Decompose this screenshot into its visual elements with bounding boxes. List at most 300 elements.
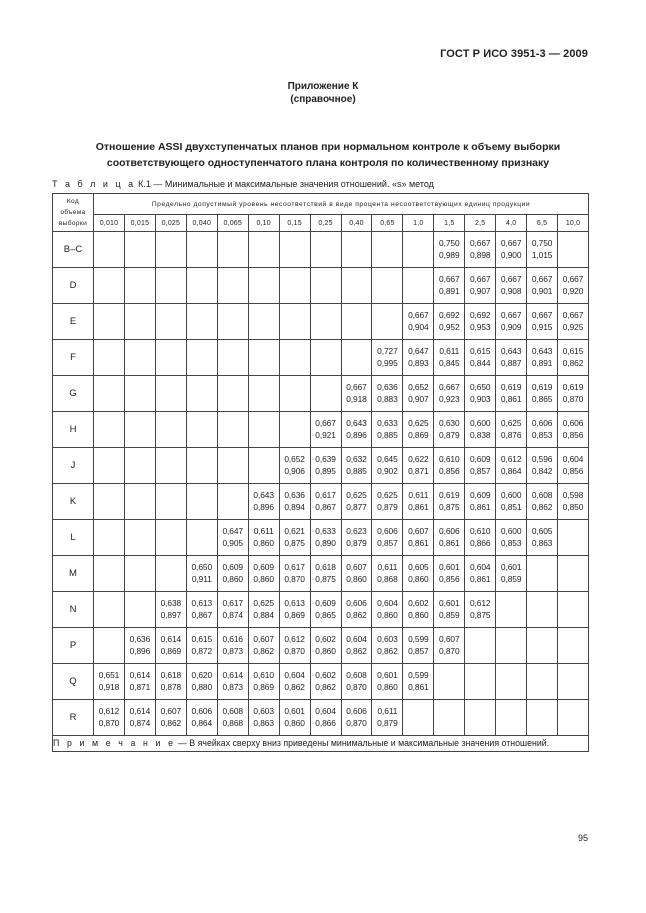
ratio-max-value: 0,860 <box>284 717 305 728</box>
ratio-max-value: 0,861 <box>469 573 491 584</box>
ratio-cell <box>248 484 279 520</box>
ratio-max-value: 0,952 <box>439 321 460 332</box>
ratio-cell <box>527 628 558 664</box>
ratio-cell <box>186 304 217 340</box>
sample-code-header <box>53 194 94 232</box>
sample-code-cell: B–C <box>53 232 94 268</box>
ratio-cell <box>558 232 589 268</box>
ratio-cell <box>186 268 217 304</box>
ratio-cell <box>310 664 341 700</box>
ratio-max-value: 0,862 <box>346 609 367 620</box>
ratio-cell <box>217 484 248 520</box>
ratio-min-value: 0,651 <box>98 670 120 680</box>
ratio-cell <box>558 520 589 556</box>
ratio-min-value: 0,667 <box>315 418 336 428</box>
ratio-cell <box>434 376 465 412</box>
ratio-min-value: 0,617 <box>315 490 336 500</box>
ratio-min-value: 0,667 <box>562 274 584 284</box>
ratio-min-value: 0,612 <box>98 706 120 716</box>
ratio-max-value: 0,920 <box>562 285 584 296</box>
ratio-min-value: 0,609 <box>222 562 243 572</box>
ratio-max-value: 0,923 <box>439 393 460 404</box>
ratio-max-value: 0,870 <box>346 681 367 692</box>
ratio-min-value: 0,601 <box>284 706 305 716</box>
ratio-min-value: 0,750 <box>531 238 553 248</box>
ratio-min-value: 0,602 <box>408 598 429 608</box>
ratio-min-value: 0,610 <box>439 454 460 464</box>
ratio-min-value: 0,608 <box>346 670 367 680</box>
ratio-min-value: 0,650 <box>469 382 491 392</box>
sample-code-header-line: объема <box>60 209 86 216</box>
ratio-cell <box>186 700 217 736</box>
ratio-min-value: 0,613 <box>191 598 213 608</box>
ratio-cell <box>434 628 465 664</box>
ratio-cell <box>465 520 496 556</box>
ratio-max-value: 0,864 <box>500 465 522 476</box>
ratio-cell <box>279 520 310 556</box>
ratio-cell <box>124 556 155 592</box>
ratio-cell <box>94 304 125 340</box>
ratio-cell <box>496 520 527 556</box>
ratio-max-value: 0,862 <box>531 501 553 512</box>
ratio-cell <box>434 412 465 448</box>
ratio-max-value: 0,845 <box>439 357 460 368</box>
ratio-min-value: 0,667 <box>469 238 491 248</box>
ratio-cell <box>217 412 248 448</box>
ratio-min-value: 0,692 <box>439 310 460 320</box>
ratio-max-value: 0,918 <box>98 681 120 692</box>
ratio-cell <box>155 700 186 736</box>
ratio-cell <box>248 304 279 340</box>
ratio-cell <box>341 448 372 484</box>
ratio-cell <box>434 340 465 376</box>
ratio-cell <box>465 232 496 268</box>
ratio-cell <box>496 484 527 520</box>
sample-code-cell: N <box>53 592 94 628</box>
ratio-max-value: 0,856 <box>439 465 460 476</box>
ratio-cell <box>465 376 496 412</box>
ratio-min-value: 0,599 <box>408 670 429 680</box>
ratio-max-value: 0,860 <box>315 645 336 656</box>
ratio-max-value: 0,879 <box>439 429 460 440</box>
ratio-max-value: 0,877 <box>346 501 367 512</box>
ratio-cell <box>372 304 403 340</box>
ratio-cell <box>496 340 527 376</box>
ratio-cell <box>155 412 186 448</box>
ratio-cell <box>155 520 186 556</box>
ratio-max-value: 0,866 <box>469 537 491 548</box>
ratio-min-value: 0,614 <box>129 670 151 680</box>
ratio-min-value: 0,647 <box>408 346 429 356</box>
ratio-min-value: 0,630 <box>439 418 460 428</box>
ratio-cell <box>279 304 310 340</box>
aql-level-header: 1,0 <box>403 215 434 232</box>
ratio-cell <box>434 664 465 700</box>
ratio-cell <box>248 556 279 592</box>
ratio-max-value: 0,860 <box>253 537 274 548</box>
ratio-cell <box>310 412 341 448</box>
table-row <box>53 700 589 736</box>
ratio-min-value: 0,614 <box>222 670 243 680</box>
ratio-min-value: 0,608 <box>222 706 243 716</box>
ratio-max-value: 0,911 <box>191 573 212 584</box>
ratio-cell <box>403 700 434 736</box>
ratio-max-value: 0,895 <box>315 465 336 476</box>
ratio-min-value: 0,667 <box>439 274 460 284</box>
aql-level-header: 4,0 <box>496 215 527 232</box>
ratio-min-value: 0,625 <box>346 490 367 500</box>
ratio-max-value: 0,906 <box>284 465 305 476</box>
ratio-cell <box>465 304 496 340</box>
ratio-min-value: 0,750 <box>439 238 460 248</box>
ratio-cell <box>310 268 341 304</box>
ratio-min-value: 0,606 <box>377 526 398 536</box>
ratio-cell <box>372 484 403 520</box>
ratio-cell <box>372 340 403 376</box>
ratio-cell <box>372 520 403 556</box>
ratio-cell <box>186 340 217 376</box>
ratio-min-value: 0,603 <box>377 634 398 644</box>
ratio-cell <box>310 700 341 736</box>
sample-code-cell: Q <box>53 664 94 700</box>
ratio-cell <box>279 448 310 484</box>
ratio-cell <box>279 268 310 304</box>
ratio-cell <box>217 700 248 736</box>
ratio-min-value: 0,610 <box>253 670 274 680</box>
ratio-min-value: 0,612 <box>284 634 305 644</box>
aql-level-header: 0,10 <box>248 215 279 232</box>
ratio-cell <box>558 448 589 484</box>
ratio-min-value: 0,632 <box>346 454 367 464</box>
ratio-cell <box>434 304 465 340</box>
ratio-max-value: 0,868 <box>377 573 398 584</box>
ratio-min-value: 0,604 <box>315 706 336 716</box>
ratio-min-value: 0,609 <box>253 562 274 572</box>
ratio-cell <box>558 268 589 304</box>
ratio-max-value: 0,862 <box>253 645 274 656</box>
ratio-cell <box>527 664 558 700</box>
ratio-max-value: 0,870 <box>284 573 305 584</box>
ratio-cell <box>279 664 310 700</box>
ratio-max-value: 0,873 <box>222 645 243 656</box>
table-body <box>53 232 589 736</box>
ratio-cell <box>465 448 496 484</box>
ratio-max-value: 0,850 <box>562 501 584 512</box>
ratio-min-value: 0,611 <box>253 526 274 536</box>
ratio-min-value: 0,607 <box>346 562 367 572</box>
ratio-cell <box>527 232 558 268</box>
sample-code-cell: R <box>53 700 94 736</box>
ratio-max-value: 0,853 <box>500 537 522 548</box>
ratio-cell <box>186 232 217 268</box>
ratio-cell <box>217 556 248 592</box>
ratio-cell <box>186 592 217 628</box>
ratio-max-value: 0,842 <box>531 465 553 476</box>
sample-code-cell: M <box>53 556 94 592</box>
ratio-max-value: 0,896 <box>346 429 367 440</box>
ratio-cell <box>341 268 372 304</box>
ratio-min-value: 0,667 <box>408 310 429 320</box>
ratio-cell <box>558 484 589 520</box>
ratio-cell <box>558 412 589 448</box>
ratio-cell <box>310 484 341 520</box>
ratio-cell <box>465 556 496 592</box>
ratio-min-value: 0,600 <box>500 490 522 500</box>
ratio-cell <box>124 448 155 484</box>
ratio-min-value: 0,604 <box>377 598 398 608</box>
ratio-max-value: 0,879 <box>377 717 398 728</box>
ratio-max-value: 0,859 <box>439 609 460 620</box>
ratio-max-value: 0,860 <box>377 609 398 620</box>
ratio-max-value: 0,905 <box>222 537 243 548</box>
ratio-min-value: 0,625 <box>500 418 522 428</box>
ratio-cell <box>341 592 372 628</box>
ratio-max-value: 0,896 <box>253 501 274 512</box>
ratio-cell <box>465 592 496 628</box>
ratio-min-value: 0,611 <box>439 346 460 356</box>
aql-level-header: 0,65 <box>372 215 403 232</box>
ratio-max-value: 0,862 <box>315 681 336 692</box>
ratio-cell <box>94 556 125 592</box>
ratio-cell <box>310 592 341 628</box>
ratio-cell <box>279 376 310 412</box>
ratio-max-value: 0,887 <box>500 357 522 368</box>
ratio-cell <box>434 484 465 520</box>
ratio-cell <box>310 628 341 664</box>
ratio-max-value: 0,896 <box>129 645 151 656</box>
ratio-cell <box>248 520 279 556</box>
ratio-cell <box>310 520 341 556</box>
aql-levels-row <box>53 215 589 232</box>
ratio-min-value: 0,605 <box>408 562 429 572</box>
ratio-cell <box>341 520 372 556</box>
table-caption-text: К.1 — Минимальные и максимальные значения отношений. «s» метод <box>135 179 434 189</box>
ratio-cell <box>186 412 217 448</box>
ratio-min-value: 0,621 <box>284 526 305 536</box>
ratio-min-value: 0,625 <box>253 598 274 608</box>
ratio-cell <box>465 484 496 520</box>
ratio-cell <box>558 700 589 736</box>
table-row <box>53 556 589 592</box>
ratio-min-value: 0,636 <box>284 490 305 500</box>
ratio-min-value: 0,643 <box>531 346 553 356</box>
ratio-max-value: 0,995 <box>377 357 398 368</box>
ratio-cell <box>496 664 527 700</box>
ratio-max-value: 0,864 <box>191 717 213 728</box>
appendix-subtitle: (справочное) <box>290 94 356 105</box>
ratio-min-value: 0,604 <box>562 454 584 464</box>
sample-code-header-line: Код <box>66 198 80 205</box>
ratio-max-value: 0,863 <box>253 717 274 728</box>
ratio-cell <box>527 556 558 592</box>
aql-level-header: 0,25 <box>310 215 341 232</box>
ratio-cell <box>124 412 155 448</box>
ratio-max-value: 0,907 <box>408 393 429 404</box>
ratio-min-value: 0,606 <box>439 526 460 536</box>
ratio-max-value: 0,851 <box>500 501 522 512</box>
ratio-cell <box>248 376 279 412</box>
ratio-cell <box>496 304 527 340</box>
ratio-max-value: 0,870 <box>284 645 305 656</box>
table-row <box>53 628 589 664</box>
ratio-min-value: 0,619 <box>439 490 460 500</box>
ratio-min-value: 0,601 <box>439 598 460 608</box>
ratio-max-value: 0,865 <box>315 609 336 620</box>
ratio-max-value: 0,875 <box>284 537 305 548</box>
ratio-cell <box>403 520 434 556</box>
ratio-cell <box>186 520 217 556</box>
ratio-max-value: 0,860 <box>408 609 429 620</box>
ratio-cell <box>94 700 125 736</box>
ratio-cell <box>186 556 217 592</box>
ratio-cell <box>496 592 527 628</box>
ratio-cell <box>465 268 496 304</box>
aql-level-header: 6,5 <box>527 215 558 232</box>
ratio-max-value: 0,873 <box>222 681 243 692</box>
ratio-max-value: 0,898 <box>469 249 491 260</box>
ratio-cell <box>558 556 589 592</box>
ratio-max-value: 0,861 <box>500 393 522 404</box>
ratio-min-value: 0,667 <box>531 274 553 284</box>
ratio-max-value: 0,880 <box>191 681 213 692</box>
ratio-max-value: 0,861 <box>469 501 491 512</box>
ratio-max-value: 0,860 <box>222 573 243 584</box>
ratio-cell <box>496 268 527 304</box>
ratio-min-value: 0,667 <box>500 310 522 320</box>
ratio-max-value: 0,862 <box>160 717 182 728</box>
ratio-max-value: 0,863 <box>531 537 553 548</box>
ratio-min-value: 0,643 <box>346 418 367 428</box>
ratio-min-value: 0,619 <box>531 382 553 392</box>
ratio-min-value: 0,643 <box>253 490 274 500</box>
ratio-max-value: 0,884 <box>253 609 274 620</box>
ratio-cell <box>527 304 558 340</box>
ratio-cell <box>558 664 589 700</box>
aql-level-header: 0,40 <box>341 215 372 232</box>
ratio-cell <box>94 628 125 664</box>
ratio-max-value: 0,861 <box>408 537 429 548</box>
ratio-cell <box>217 376 248 412</box>
aql-level-header: 0,15 <box>279 215 310 232</box>
ratio-max-value: 0,883 <box>377 393 398 404</box>
ratio-min-value: 0,607 <box>439 634 460 644</box>
ratio-cell <box>217 448 248 484</box>
ratio-cell <box>403 376 434 412</box>
ratio-min-value: 0,612 <box>500 454 522 464</box>
ratio-max-value: 0,904 <box>408 321 429 332</box>
ratio-cell <box>403 592 434 628</box>
ratio-cell <box>434 232 465 268</box>
ratio-max-value: 0,908 <box>500 285 522 296</box>
ratio-max-value: 0,918 <box>346 393 367 404</box>
ratio-max-value: 0,876 <box>500 429 522 440</box>
ratio-max-value: 0,838 <box>469 429 491 440</box>
ratio-cell <box>248 664 279 700</box>
sample-code-cell: F <box>53 340 94 376</box>
ratio-cell <box>434 592 465 628</box>
ratio-min-value: 0,620 <box>191 670 213 680</box>
ratio-min-value: 0,647 <box>222 526 243 536</box>
ratio-max-value: 0,872 <box>191 645 213 656</box>
ratio-cell <box>434 448 465 484</box>
ratio-cell <box>186 376 217 412</box>
ratio-min-value: 0,603 <box>253 706 274 716</box>
ratio-cell <box>217 268 248 304</box>
ratio-cell <box>248 592 279 628</box>
ratio-cell <box>558 376 589 412</box>
ratio-min-value: 0,667 <box>469 274 491 284</box>
ratio-cell <box>527 340 558 376</box>
sample-code-header-line: выборки <box>58 220 88 227</box>
ratio-cell <box>372 448 403 484</box>
ratio-cell <box>124 520 155 556</box>
ratio-cell <box>124 592 155 628</box>
ratio-min-value: 0,600 <box>469 418 491 428</box>
ratio-max-value: 0,862 <box>346 645 367 656</box>
ratio-min-value: 0,609 <box>469 454 491 464</box>
ratio-cell <box>124 232 155 268</box>
ratio-cell <box>186 664 217 700</box>
table-row <box>53 268 589 304</box>
ratio-cell <box>372 412 403 448</box>
sample-code-cell: L <box>53 520 94 556</box>
ratio-cell <box>217 340 248 376</box>
ratio-cell <box>279 700 310 736</box>
aql-level-header: 0,065 <box>217 215 248 232</box>
ratio-max-value: 0,879 <box>377 501 398 512</box>
ratio-cell <box>155 484 186 520</box>
aql-level-header: 0,025 <box>155 215 186 232</box>
ratio-cell <box>124 268 155 304</box>
ratio-cell <box>372 232 403 268</box>
ratio-max-value: 0,861 <box>408 681 429 692</box>
ratio-min-value: 0,619 <box>500 382 522 392</box>
ratio-cell <box>372 556 403 592</box>
ratio-min-value: 0,643 <box>500 346 522 356</box>
ratio-cell <box>310 376 341 412</box>
ratio-cell <box>496 376 527 412</box>
ratio-cell <box>310 448 341 484</box>
ratio-min-value: 0,615 <box>562 346 584 356</box>
ratio-cell <box>403 412 434 448</box>
ratio-min-value: 0,625 <box>377 490 398 500</box>
sample-code-cell: J <box>53 448 94 484</box>
ratio-cell <box>155 448 186 484</box>
ratio-cell <box>124 376 155 412</box>
ratio-max-value: 0,875 <box>439 501 460 512</box>
ratio-cell <box>94 664 125 700</box>
section-title-line-1: Отношение ASSI двухступенчатых планов при нормальном контроле к объему выборки <box>95 141 561 153</box>
ratio-cell <box>248 268 279 304</box>
sample-code-cell: K <box>53 484 94 520</box>
ratio-max-value: 0,891 <box>531 357 553 368</box>
aql-header: Предельно допустимый уровень несоответствий в виде процента несоответствующих единиц продукции <box>94 194 589 215</box>
ratio-max-value: 0,853 <box>531 429 553 440</box>
ratio-cell <box>186 484 217 520</box>
ratio-min-value: 0,652 <box>284 454 305 464</box>
ratio-cell <box>94 232 125 268</box>
ratio-min-value: 0,636 <box>377 382 398 392</box>
ratio-min-value: 0,606 <box>346 598 367 608</box>
ratio-cell <box>248 232 279 268</box>
appendix-title: Приложение К <box>287 81 359 92</box>
ratio-cell <box>558 304 589 340</box>
ratio-cell <box>403 268 434 304</box>
ratio-cell <box>155 232 186 268</box>
ratio-max-value: 0,893 <box>408 357 429 368</box>
ratio-min-value: 0,633 <box>315 526 336 536</box>
document-header: ГОСТ Р ИСО 3951-3 — 2009 <box>440 48 588 60</box>
